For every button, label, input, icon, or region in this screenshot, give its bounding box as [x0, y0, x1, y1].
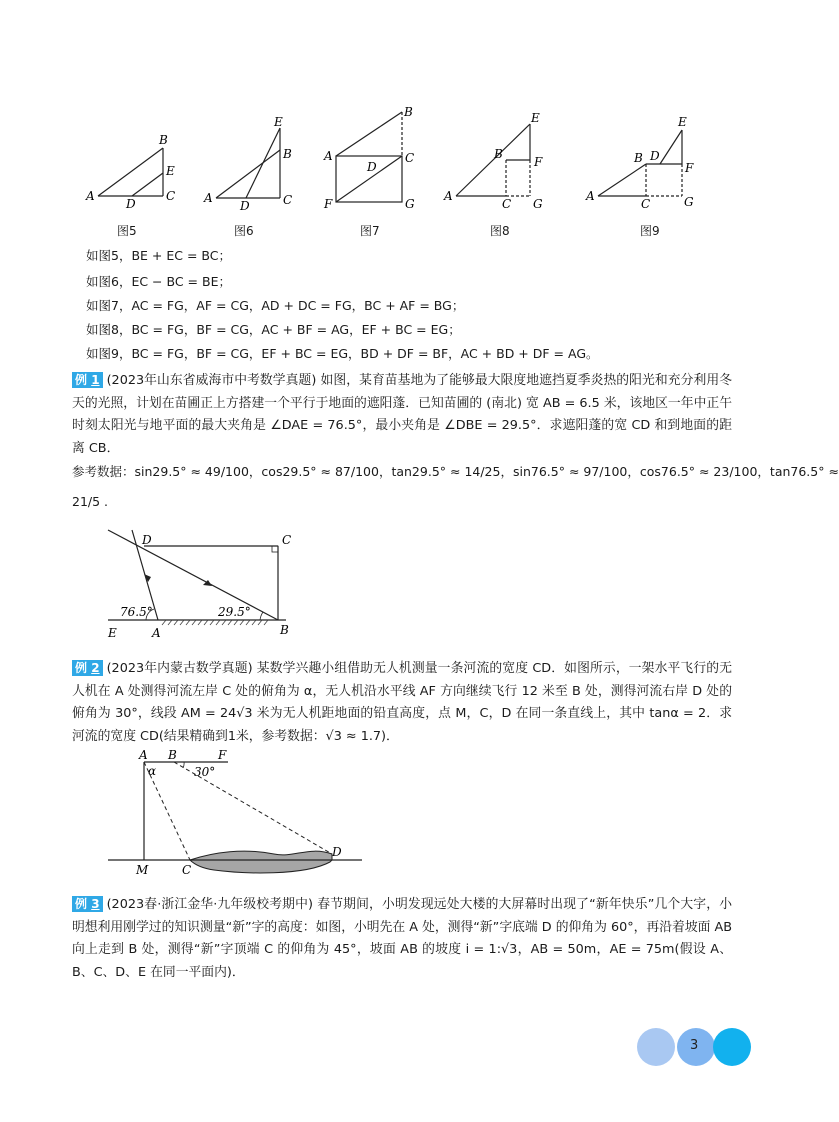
fig7-label: B [404, 105, 413, 119]
fig5-label: C [166, 189, 176, 203]
relation-line: 如图7，AC = FG，AF = CG，AD + DC = FG，BC + AF = BG； [86, 298, 465, 313]
ex2-alpha: α [148, 764, 157, 778]
figure-5 [86, 130, 186, 210]
figure-8 [444, 108, 554, 210]
example-1 [72, 370, 732, 460]
fig6-label: D [240, 199, 250, 213]
fig8-label: G [533, 197, 543, 211]
fig6-label: C [283, 193, 293, 207]
ex1-label: A [152, 626, 161, 640]
figure-6 [202, 114, 302, 213]
fig6-label: B [283, 147, 292, 161]
ex1-label: D [142, 533, 152, 547]
example-tag: 例 1 [72, 372, 103, 388]
example-tag: 例 3 [72, 896, 103, 912]
example-3 [72, 894, 732, 984]
reference-data-last: 21/5 . [72, 494, 109, 509]
figure-caption: 图9 [640, 224, 660, 238]
reference-data: 参考数据：sin29.5° ≈ 49/100，cos29.5° ≈ 87/100，tan29.5° ≈ 14/25，sin76.5° ≈ 97/100，cos76.5° ≈ 23/100，tan76.5° ≈ [72, 464, 839, 479]
fig7-label: D [367, 160, 377, 174]
figure-caption: 图6 [234, 224, 254, 238]
fig9-label: C [641, 197, 651, 211]
example-1-diagram [100, 522, 300, 642]
ex1-label: B [280, 623, 289, 637]
fig8-label: C [502, 197, 512, 211]
fig6-label: A [204, 191, 213, 205]
example-2 [72, 658, 732, 748]
figure-7 [320, 104, 420, 210]
fig9-label: G [684, 195, 694, 209]
ex2-label: M [136, 863, 149, 877]
ex2-label: B [168, 748, 177, 762]
ex2-label: C [182, 863, 192, 877]
fig9-label: A [586, 189, 595, 203]
fig7-label: A [324, 149, 333, 163]
example-1-text: (2023年山东省威海市中考数学真题) 如图，某育苗基地为了能够最大限度地遮挡夏季炎热的阳光和充分利用冬天的光照，计划在苗圃正上方搭建一个平行于地面的遮阳蓬．已知苗圃的 (南北) 宽 AB = 6.5 米，该地区一年中正午时刻太阳光与地平面的最大夹角是 ∠DAE = 76.5°，最小夹角是 ∠DBE = 29.5°．求遮阳蓬的宽 CD 和到地面的距离 CB． [72, 373, 732, 456]
ex1-label: E [108, 626, 117, 640]
fig8-label: F [534, 155, 543, 169]
ex1-angle: 76.5° [120, 605, 153, 619]
figure-caption: 图5 [117, 224, 137, 238]
ex1-angle: 29.5° [218, 605, 251, 619]
ex2-angle: 30° [194, 765, 216, 779]
fig7-label: G [405, 197, 415, 211]
figure-9 [586, 112, 698, 210]
fig8-label: A [444, 189, 453, 203]
relation-line: 如图9，BC = FG，BF = CG，EF + BC = EG，BD + DF = BF，AC + BD + DF = AG。 [86, 346, 599, 361]
fig6-label: E [274, 115, 283, 129]
fig5-label: A [86, 189, 95, 203]
fig9-label: E [678, 115, 687, 129]
ex2-label: A [139, 748, 148, 762]
ex2-label: F [218, 748, 227, 762]
fig9-label: D [650, 149, 660, 163]
relation-line: 如图8，BC = FG，BF = CG，AC + BF = AG，EF + BC = EG； [86, 322, 461, 337]
page-number-badge [634, 1028, 754, 1066]
fig7-label: F [324, 197, 333, 211]
fig5-label: B [159, 133, 168, 147]
fig5-label: E [166, 164, 175, 178]
example-2-diagram [104, 748, 370, 878]
ex2-label: D [332, 845, 342, 859]
ex1-label: C [282, 533, 292, 547]
example-tag: 例 2 [72, 660, 103, 676]
figure-caption: 图7 [360, 224, 380, 238]
fig8-label: B [494, 147, 503, 161]
relation-line: 如图5，BE + EC = BC； [86, 248, 231, 263]
fig8-label: E [531, 111, 540, 125]
fig5-label: D [126, 197, 136, 211]
figure-caption: 图8 [490, 224, 510, 238]
example-3-text: (2023春·浙江金华·九年级校考期中) 春节期间，小明发现远处大楼的大屏幕时出现了“新年快乐”几个大字，小明想利用刚学过的知识测量“新”字的高度：如图，小明先在 A 处，测得“新”字底端 D 的仰角为 60°，再沿着坡面 AB 向上走到 B 处，测得“新”字顶端 C 的仰角为 45°，坡面 AB 的坡度 i = 1:√3，AB = 50m，AE = 75m(假设 A、B、C、D、E 在同一平面内)． [72, 897, 733, 980]
fig9-label: B [634, 151, 643, 165]
example-2-text: (2023年内蒙古数学真题) 某数学兴趣小组借助无人机测量一条河流的宽度 CD．如图所示，一架水平飞行的无人机在 A 处测得河流左岸 C 处的俯角为 α，无人机沿水平线 AF 方向继续飞行 12 米至 B 处，测得河流右岸 D 处的俯角为 30°，线段 AM = 24√3 米为无人机距地面的铅直高度，点 M，C，D 在同一条直线上，其中 tanα = 2．求河流的宽度 CD(结果精确到1米，参考数据：√3 ≈ 1.7)． [72, 661, 732, 744]
relation-line: 如图6，EC − BC = BE； [86, 274, 231, 289]
fig7-label: C [405, 151, 415, 165]
fig9-label: F [685, 161, 694, 175]
page-number: 3 [690, 1038, 699, 1053]
